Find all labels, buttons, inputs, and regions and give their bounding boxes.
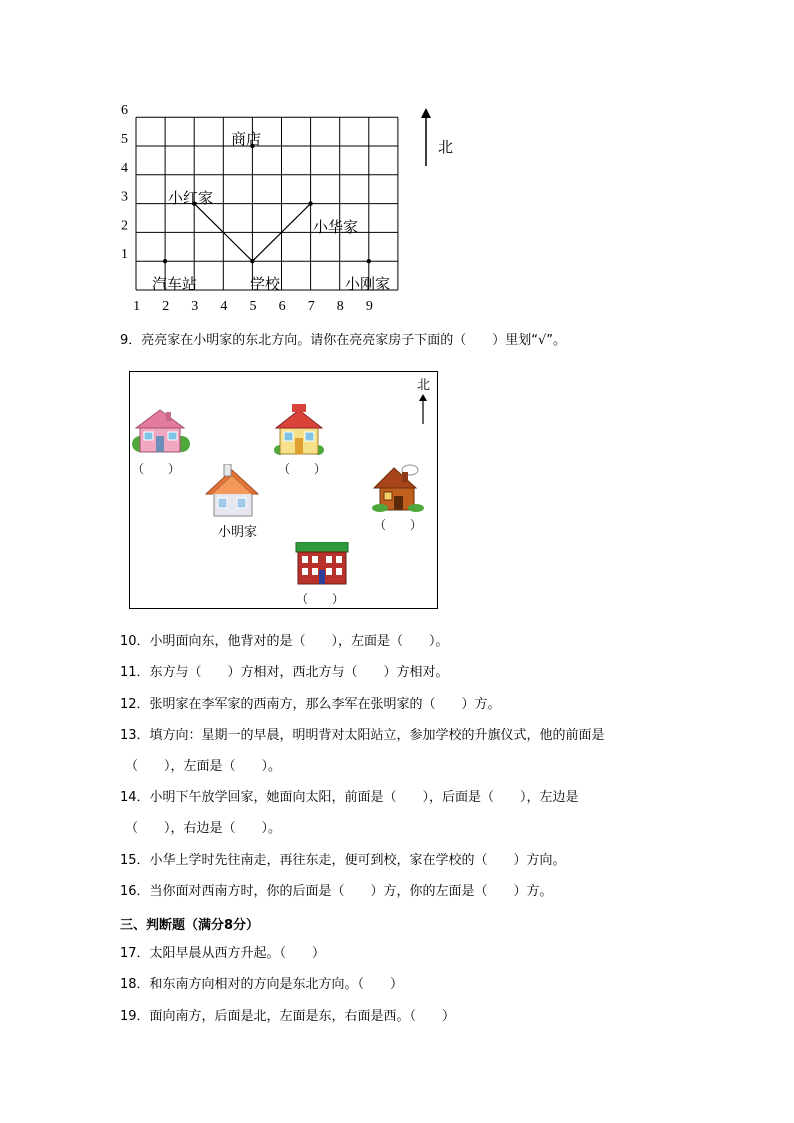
xiaoming-house-icon (204, 464, 260, 518)
bus-station-label: 汽车站 (152, 275, 198, 293)
bus-station-dot (163, 259, 167, 263)
question-17: 17．太阳早晨从西方升起。（ ） (120, 946, 326, 961)
y-tick-label: 6 (121, 105, 128, 119)
red-building-icon (294, 542, 350, 586)
y-tick-label: 5 (121, 132, 128, 147)
pink-house-icon (132, 408, 190, 454)
xiaogang-home-label: 小刚家 (345, 275, 391, 293)
question-19: 19．面向南方，后面是北，左面是东，右面是西。（ ） (120, 1009, 456, 1024)
question-10: 10．小明面向东，他背对的是（ ），左面是（ ）。 (120, 634, 449, 649)
blank-yellow-house[interactable]: （ ） (278, 462, 327, 476)
question-13-cont: （ ），左面是（ ）。 (125, 759, 282, 774)
north-label: 北 (438, 138, 454, 156)
yellow-house-icon (274, 404, 324, 456)
school-dot (250, 259, 254, 263)
question-12: 12．张明家在李军家的西南方，那么李军在张明家的（ ）方。 (120, 697, 501, 712)
question-14: 14．小明下午放学回家，她面向太阳，前面是（ ），后面是（ ），左边是 (120, 790, 579, 805)
brown-cabin-icon (372, 464, 424, 512)
section-3-title: 三、判断题（满分8分） (120, 918, 260, 933)
xiaogang-dot (367, 259, 371, 263)
question-11: 11．东方与（ ）方相对，西北方与（ ）方相对。 (120, 665, 449, 680)
shop-label: 商店 (231, 130, 262, 148)
x-tick-label: 7 (307, 299, 315, 314)
x-tick-label: 9 (365, 299, 373, 314)
question-13: 13．填方向：星期一的早晨，明明背对太阳站立，参加学校的升旗仪式，他的前面是 (120, 728, 605, 743)
x-tick-label: 6 (278, 299, 286, 314)
school-label: 学校 (250, 275, 281, 293)
blank-pink-house[interactable]: （ ） (132, 462, 181, 476)
q9-north-label: 北 (417, 378, 431, 393)
question-16: 16．当你面对西南方时，你的后面是（ ）方，你的左面是（ ）方。 (120, 884, 553, 899)
x-tick-label: 5 (249, 299, 257, 314)
q9-north-arrow-icon (418, 394, 428, 424)
blank-brown-cabin[interactable]: （ ） (374, 518, 423, 532)
y-tick-label: 1 (121, 247, 128, 263)
x-tick-label: 8 (336, 299, 344, 314)
question-14-cont: （ ），右边是（ ）。 (125, 821, 282, 836)
q9-map-box (129, 371, 438, 609)
north-arrow-icon (418, 108, 434, 166)
question-18: 18．和东南方向相对的方向是东北方向。（ ） (120, 977, 404, 992)
y-tick-label: 4 (121, 160, 128, 176)
y-tick-label: 3 (121, 189, 128, 205)
x-tick-label: 4 (220, 299, 228, 314)
x-tick-label: 2 (162, 299, 170, 314)
blank-red-building[interactable]: （ ） (296, 592, 345, 606)
x-tick-label: 3 (191, 299, 199, 314)
xiaohua-home-label: 小华家 (313, 218, 359, 236)
y-tick-label: 2 (121, 218, 128, 234)
xiaohua-dot (308, 201, 312, 205)
x-tick-label: 1 (133, 299, 141, 314)
xiaohong-home-label: 小红家 (168, 189, 214, 207)
question-9: 9．亮亮家在小明家的东北方向。请你在亮亮家房子下面的（ ）里划“√”。 (120, 333, 567, 348)
xiaoming-home-label: 小明家 (218, 525, 258, 540)
question-15: 15．小华上学时先往南走，再往东走，便可到校，家在学校的（ ）方向。 (120, 853, 566, 868)
